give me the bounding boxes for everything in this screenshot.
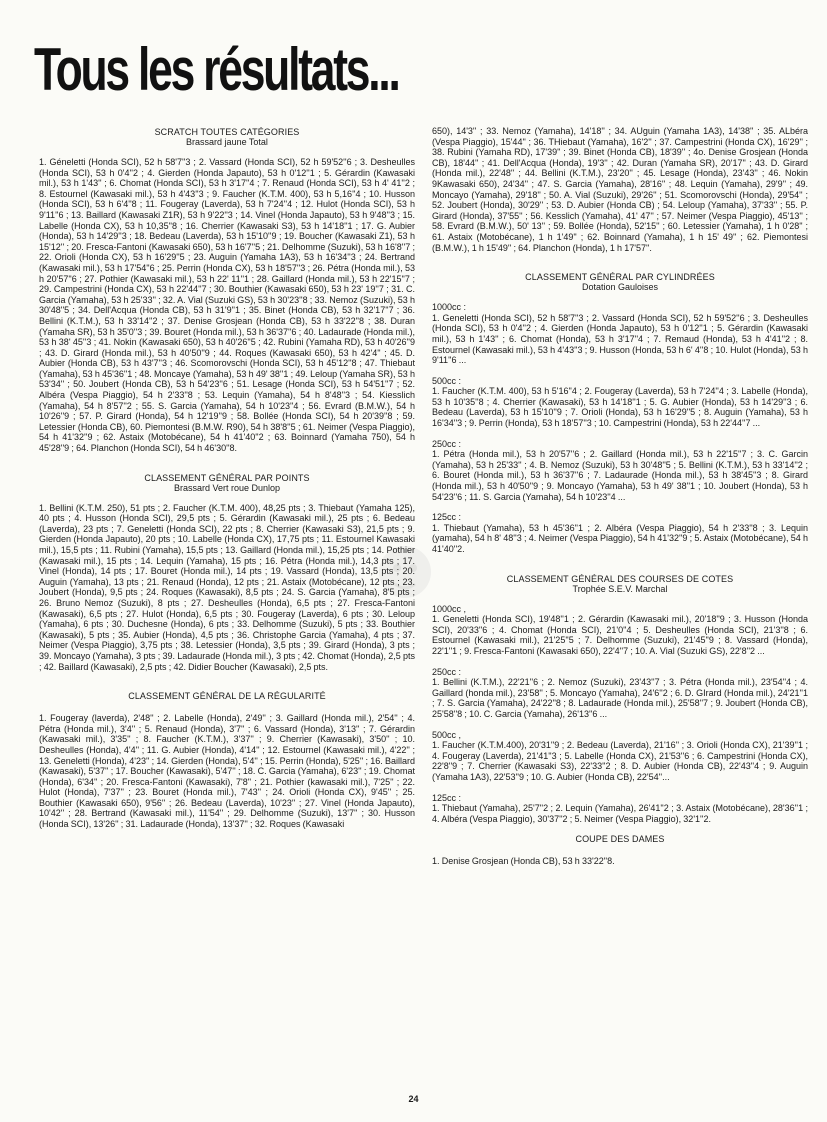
category-results: 1. Faucher (K.T.M.400), 20'31''9 ; 2. Bedeau (Laverda), 21'16'' ; 3. Orioli (Honda CX), 21'39''1 ; 4. Fougeray (Laverda), 21'41''3 ; 5. Labelle (Honda CX), 21'53''6 ; 6. Campestrini (Honda CX), 22'8''9 ; 7. Cherrier (Kawasaki S3), 22'33''2 ; 8. D. Aubier (Honda CB), 22'43''4 ; 9. Auguin (Yamaha 1A3), 22'53''9 ; 10. G. Aubier (Honda CB), 22'54''... [432,740,808,782]
left-column [39,127,415,830]
scratch-subtitle: Brassard jaune Total [186,137,268,147]
page-number: 24 [408,1094,419,1104]
cotes-title: CLASSEMENT GÉNÉRAL DES COURSES DE COTES [506,573,734,584]
category-label: 1000cc , [432,603,467,614]
category-results: 1. Geneletti (Honda SCI), 19'48''1 ; 2. Gérardin (Kawasaki mil.), 20'18''9 ; 3. Husson (Honda SCI), 20'33''6 ; 4. Chomat (Honda SCI), 21'0''4 ; 5. Desheulles (Honda SCI), 21'3''8 ; 6. Estournel (Kawasaki mil.), 21'25''5 ; 7. Delhomme (Suzuki), 21'45''9 ; 8. Vassard (Honda), 22'1''1 ; 9. Fresca-Fantoni (Kawasaki 650), 22'4''7 ; 10. A. Vial (Suzuki GS), 22'8''2 ... [432,614,808,656]
dames-results: 1. Denise Grosjean (Honda CB), 53 h 33'22''8. [432,856,615,867]
category-results: 1. Thiebaut (Yamaha), 25'7''2 ; 2. Lequin (Yamaha), 26'41''2 ; 3. Astaix (Motobécane), 28'36''1 ; 4. Albéra (Vespa Piaggio), 30'37''2 ; 5. Neimer (Vespa Piaggio), 32'1''2. [432,803,808,824]
category-label: 500cc : [432,375,462,386]
dames-title: COUPE DES DAMES [575,834,665,845]
points-results: 1. Bellini (K.T.M. 250), 51 pts ; 2. Faucher (K.T.M. 400), 48,25 pts ; 3. Thiebaut (Yamaha 125), 40 pts ; 4. Husson (Honda SCI), 29,5 pts ; 5. Gérardin (Kawasaki mil.), 25 pts ; 6. Bedeau (Laverda), 23 pts ; 7. Geneletti (Honda SCI), 22 pts ; 8. Cherrier (Kawasaki S3), 21,5 pts ; 9. Gierden (Honda Japauto), 20 pts ; 10. Labelle (Honda CX), 17,75 pts ; 11. Estournel Kawasaki mil.), 15,5 pts ; 11. Rubini (Yamaha), 15,5 pts ; 13. Gaillard (Honda mil.), 15,25 pts ; 14. Pothier (Kawasaki mil.), 15 pts ; 14. Lequin (Yamaha), 15 pts ; 16. Pétra (Honda mil.), 14,3 pts ; 17. Vinel (Honda), 14 pts ; 17. Bouret (Honda mil.), 14 pts ; 19. Vassard (Honda), 13,5 pts ; 20. Auguin (Yamaha), 13 pts ; 21. Renaud (Honda), 12 pts ; 21. Astaix (Motobécane), 12 pts ; 23. Joubert (Honda), 9,5 pts ; 24. Roques (Kawasaki), 8,5 pts ; 24. S. Garcia (Yamaha), 8'5 pts ; 26. Bruno Nemoz (Suzuki), 8 pts ; 27. Desheulles (Honda), 6,5 pts ; 27. Fresca-Fantoni (Kawasaki), 6,5 pts ; 27. Hulot (Honda), 6,5 pts ; 30. Fougeray (Laverda), 6 pts ; 30. Leloup (Yamaha), 6 pts ; 30. Duchesne (Honda), 6 pts ; 33. Delhomme (Suzuki), 5 pts ; 33. Bouthier (Kawasaki), 5 pts ; 35. Aubier (Honda), 4,5 pts ; 36. Christophe Garcia (Yamaha), 4 pts ; 37. Neimer (Vespa Piaggio), 3,75 pts ; 38. Letessier (Honda), 3,5 pts ; 39. Girard (Honda), 3 pts ; 39. Moncayo (Yamaha), 3 pts ; 39. Ladaurade (Honda mil.), 3 pts ; 42. Chomat (Honda), 2,5 pts ; 42. Baillard (Kawasaki), 2,5 pts ; 42. Didier Boucher (Kawasaki), 2,5 pts. [39,502,415,672]
category-label: 1000cc : [432,302,467,313]
cylindrees-title: CLASSEMENT GÉNÉRAL PAR CYLINDRÉES [525,272,715,283]
page-title: Tous les résultats... [34,36,399,103]
regularite-title: CLASSEMENT GÉNÉRAL DE LA RÉGULARITÉ [128,691,326,702]
right-column [432,126,808,867]
category-results: 1. Geneletti (Honda SCI), 52 h 58'7''3 ; 2. Vassard (Honda SCI), 52 h 59'52''6 ; 3. Desheulles (Honda SCI), 53 h 0'4''2 ; 4. Gierden (Honda Japauto), 53 h 0'12''1 ; 5. Gérardin (Kawasaki mil.), 53 h 1'43'' ; 6. Chomat (Honda), 53 h 3'17''4 ; 7. Remaud (Honda), 53 h 4'41''2 ; 8. Estournel (Kawasaki mil.), 53 h 4'43''3 ; 9. Husson (Honda, 53 h 6' 4''8 ; 10. Hulot (Honda), 53 h 9'11''6 ... [432,312,808,366]
category-label: 250cc : [432,666,462,677]
category-results: 1. Pétra (Honda mil.), 53 h 20'57''6 ; 2. Gaillard (Honda mil.), 53 h 22'15''7 ; 3. C. Garcin (Yamaha), 53 h 25'33'' ; 4. B. Nemoz (Suzuki), 53 h 30'48''5 ; 5. Bellini (K.T.M.), 53 h 33'14''2 ; 6. Bouret (Honda mil.), 53 h 36'37''6 ; 7. Ladaurade (Honda mil.), 53 h 38'45''3 ; 8. Girard (Honda mil.), 53 h 40'50''9 ; 9. Moncayo (Yamaha), 53 h 49' 38''1 ; 10. Joubert (Honda), 53 h 54'23''6 ; 11. S. Garcia (Yamaha), 54 h 10'23''4 ... [432,449,808,502]
category-label: 125cc : [432,512,462,523]
scratch-results: 1. Géneletti (Honda SCI), 52 h 58'7''3 ; 2. Vassard (Honda SCI), 52 h 59'52''6 ; 3. Desheulles (Honda SCI), 53 h 0'4''2 ; 4. Gierden (Honda Japauto), 53 h 0'12''1 ; 5. Gérardin (Kawasaki mil.), 53 h 1'43'' ; 6. Chomat (Honda SCI), 53 h 3'17''4 ; 7. Renaud (Honda SCI), 53 h 4' 41''2 ; 8. Estournel (Kawasaki mil.), 53 h 4'43''3 ; 9. Faucher (K.T.M. 400), 53 h 5,16''4 ; 10. Husson (Honda SCI), 53 h 6'4''8 ; 11. Fougeray (Laverda), 53 h 7'24''4 ; 12. Hulot (Honda SCI), 53 h 9'11''6 ; 13. Baillard (Kawasaki Z1R), 53 h 9'22''3 ; 14. Vinel (Honda Japauto), 53 h 9'48''3 ; 15. Labelle (Honda CX), 53 h 10,35''8 ; 16. Cherrier (Kawasaki S3), 53 h 14'18''1 ; 17. G. Aubier (Honda), 53 h 14'29''3 ; 18. Bedeau (Laverda), 53 h 15'10''9 ; 19. Boucher (Kawasaki Z1), 53 h 15'12'' ; 20. Fresca-Fantoni (Kawasaki 650), 53 h 16'7''5 ; 21. Delhomme (Suzuki), 53 h 16'8''7 ; 22. Orioli (Honda CX), 53 h 16'29''5 ; 23. Auguin (Yamaha 1A3), 53 h 16'34''3 ; 24. Bertrand (Kawasaki mil.), 53 h 17'54''6 ; 25. Perrin (Honda CX), 53 h 18'57''3 ; 26. Pétra (Honda mil.), 53 h 20'57''6 ; 27. Pothier (Kawasaki mil.), 53 h 22' 11''1 ; 28. Gaillard (Honda mil.), 53 h 22'15''7 ; 29. Campestrini (Honda CX), 53 h 22'44''7 ; 30. Bouthier (Kawasaki 650), 53 h 23' 19''7 ; 31. C. Garcia (Yamaha), 53 h 25'33'' ; 32. A. Vial (Suzuki GS), 53 h 30'23''8 ; 33. Nemoz (Suzuki), 53 h 30'48''5 ; 34. Dell'Acqua (Honda CB), 53 h 31'9''1 ; 35. Binet (Honda CB), 53 h 32'17''7 ; 36. Bellini (K.T.M.), 53 h 33'14''2 ; 37. Denise Grosjean (Honda CB), 53 h 33'22''8 ; 38. Duran (Yamaha SR), 53 h 35'0''3 ; 39. Bouret (Honda mil.), 53 h 36'37''6 ; 40. Ladaurade (Honda mil.), 53 h 38' 45''3 ; 41. Nokin (Kawasaki 650), 53 h 40'26''5 ; 42. Rubini (Yamaha RD), 53 h 40'26''9 ; 43. D. Girard (Honda mil.), 53 h 40'50''9 ; 44. Roques (Kawasaki 650), 53 h 42'4'' ; 45. D. Aubier (Honda CB), 53 h 43'7''3 ; 46. Scomorovschi (Honda SCI), 53 h 45'12''8 ; 47. Thiebaut (Yamaha), 53 h 45'36''1 ; 48. Moncaye (Yamaha), 53 h 49' 38''1 ; 49. Leloup (Yamaha SR), 53 h 53'34'' ; 50. Joubert (Honda CB), 53 h 54'23''6 ; 51. Lesage (Honda SCI), 53 h 54'51''7 ; 52. Albéra (Vespa Piaggio), 54 h 2'33''8 ; 53. Lequin (Yamaha), 54 h 8'48''3 ; 54. Kiesslich (Yamaha), 54 h 8'57''2 ; 55. S. Garcia (Yamaha), 54 h 10'23''4 ; 56. Evrard (B.M.W.), 54 h 10'26''9 ; 57. P. Girard (Honda), 54 h 12'19''9 ; 58. Bollée (Honda SCI), 54 h 20'39''8 ; 59. Letessier (Honda CB), 60. Piemontesi (B.M.W. R90), 54 h 38'8''5 ; 61. Neimer (Vespa Piaggio), 54 h 41'32''9 ; 62. Astaix (Motobécane), 54 h 41'40''2 ; 63. Boinnard (Yamaha 750), 54 h 45'28''9 ; 64. Planchon (Honda SCI), 54 h 46'30''8. [39,157,415,454]
category-results: 1. Bellini (K.T.M.), 22'21''6 ; 2. Nemoz (Suzuki), 23'43''7 ; 3. Pétra (Honda mil.), 23'54''4 ; 4. Gaillard (honda mil.), 23'58'' ; 5. Moncayo (Yamaha), 24'6''2 ; 6. D. GIrard (Honda mil.), 24'21''1 ; 7. S. Garcia (Yamaha), 24'22''8 ; 8. Ladaurade (Honda mil.), 25'58''7 ; 9. Joubert (Honda CB), 25'58''8 ; 10. C. Garcia (Yamaha), 26'13''6 ... [432,677,808,719]
points-subtitle: Brassard Vert roue Dunlop [173,482,281,493]
category-results: 1. Faucher (K.T.M. 400), 53 h 5'16''4 ; 2. Fougeray (Laverda), 53 h 7'24''4 ; 3. Labelle (Honda), 53 h 10'35''8 ; 4. Cherrier (Kawasaki), 53 h 14'18''1 ; 5. G. Aubier (Honda), 53 h 14'29''3 ; 6. Bedeau (Laverda), 53 h 15'10''9 ; 7. Orioli (Honda), 53 h 16'29''5 ; 8. Auguin (Yamaha), 53 h 16'34''3 ; 9. Perrin (Honda), 53 h 18'57''3 ; 10. Campestrini (Honda), 53 h 22'44''7 ... [432,386,808,429]
scratch-title: SCRATCH TOUTES CATÉGORIES [154,127,300,137]
cotes-subtitle: Trophée S.E.V. Marchal [572,583,668,594]
category-label: 250cc : [432,438,462,449]
cylindrees-subtitle: Dotation Gauloises [581,282,659,293]
category-label: 500cc , [432,729,462,740]
category-label: 125cc : [432,792,462,803]
category-results: 1. Thiebaut (Yamaha), 53 h 45'36''1 ; 2. Albéra (Vespa Piaggio), 54 h 2'33''8 ; 3. Lequin (yamaha), 54 h 8' 48''3 ; 4. Neimer (Vespa Piaggio), 54 h 41'32''9 ; 5. Astaix (Motobécane), 54 h 41'40''2. [432,522,808,554]
regularite-results-cont: 650), 14'3'' ; 33. Nemoz (Yamaha), 14'18'' ; 34. AUguin (Yamaha 1A3), 14'38'' ; 35. ALbéra (Vespa Piaggio), 15'44'' ; 36. THiebaut (Yamaha), 16'2'' ; 37. Campestrini (Honda CX), 16'29'' ; 38. Rubini (Yamaha RD), 17'39'' ; 39. Binet (Honda CB), 18'39'' ; 4o. Denise Grosjean (Honda CB), 18'44'' ; 41. Dell'Acqua (Honda), 19'3'' ; 42. Duran (Yamaha SR), 20'17'' ; 43. D. Girard (Honda mil.), 22'48'' ; 44. Bellini (K.T.M.), 23'20'' ; 45. Lesage (Honda), 23'43'' ; 46. Nokin 9Kawasaki 650), 24'34'' ; 47. S. Garcia (Yamaha), 28'16'' ; 48. Lequin (Yamaha), 29'9'' ; 49. Moncayo (Yamaha), 29'18'' ; 50. A. Vial (Suzuki), 29'26'' ; 51. Scomorovschi (Honda), 29'54'' ; 52. Joubert (Honda), 30'29'' ; 53. D. Aubier (Honda CB) ; 54. Leloup (Yamaha), 37'33'' ; 55. P. Girard (Honda), 37'55'' ; 56. Kesslich (Yamaha), 41' 47'' ; 57. Neimer (Vespa Piaggio), 45'13'' ; 58. Evrard (B.M.W.), 50' 13'' ; 59. Bollée (Honda), 52'15'' ; 60. Letessier (Yamaha), 1 h 0'28'' ; 61. Astaix (Motobécane), 1 h 1'49'' ; 62. Boinnard (Yamaha), 1 h 15' 49'' ; 62. Piemontesi (B.M.W.), 1 h 15'49'' ; 64. Planchon (Honda), 1 h 17'57''. [432,126,808,253]
points-title: CLASSEMENT GÉNÉRAL PAR POINTS [144,472,310,483]
regularite-results: 1. Fougeray (laverda), 2'48'' ; 2. Labelle (Honda), 2'49'' ; 3. Gaillard (Honda mil.), 2'54'' ; 4. Pétra (Honda mil.), 3'4'' ; 5. Renaud (Honda), 3'7'' ; 6. Vassard (Honda), 3'13'' ; 7. Gérardin (Kawasaki mil.), 3'35'' ; 8. Faucher (K.T.M.), 3'37'' ; 9. Cherrier (Kawasaki), 3'50'' ; 10. Desheulles (Honda), 4'4'' ; 11. G. Aubier (Honda), 4'14'' ; 12. Estournel (Kawasaki mil.), 4'22'' ; 13. Geneletti (Honda), 4'23'' ; 14. Gierden (Honda), 5'4'' ; 15. Perrin (Honda), 5'25'' ; 16. Baillard (Kawasaki), 5'37'' ; 17. Boucher (Kawasaki), 5'47'' ; 18. C. Garcia (Yamaha), 6'23'' ; 19. Chomat (Honda), 6'34'' ; 20. Fresca-Fantoni (Kawasaki), 7'8'' ; 21. Pothier (kawasaki mil.), 7'25'' ; 22. Hulot (Honda), 7'37'' ; 23. Bouret (Honda mil.), 7'43'' ; 24. Orioli (Honda CX), 9'45'' ; 25. Bouthier (Kawasaki 650), 9'56'' ; 26. Bedeau (Laverda), 10'23'' ; 27. Vinel (Honda Japauto), 10'42'' ; 28. Bertrand (Kawasaki mil.), 11'54'' ; 29. Delhomme (Suzuki), 13'7'' ; 30. Husson (Honda SCI), 13'26'' ; 31. Ladaurade (Honda), 13'37'' ; 32. Roques (Kawasaki [39,713,415,830]
